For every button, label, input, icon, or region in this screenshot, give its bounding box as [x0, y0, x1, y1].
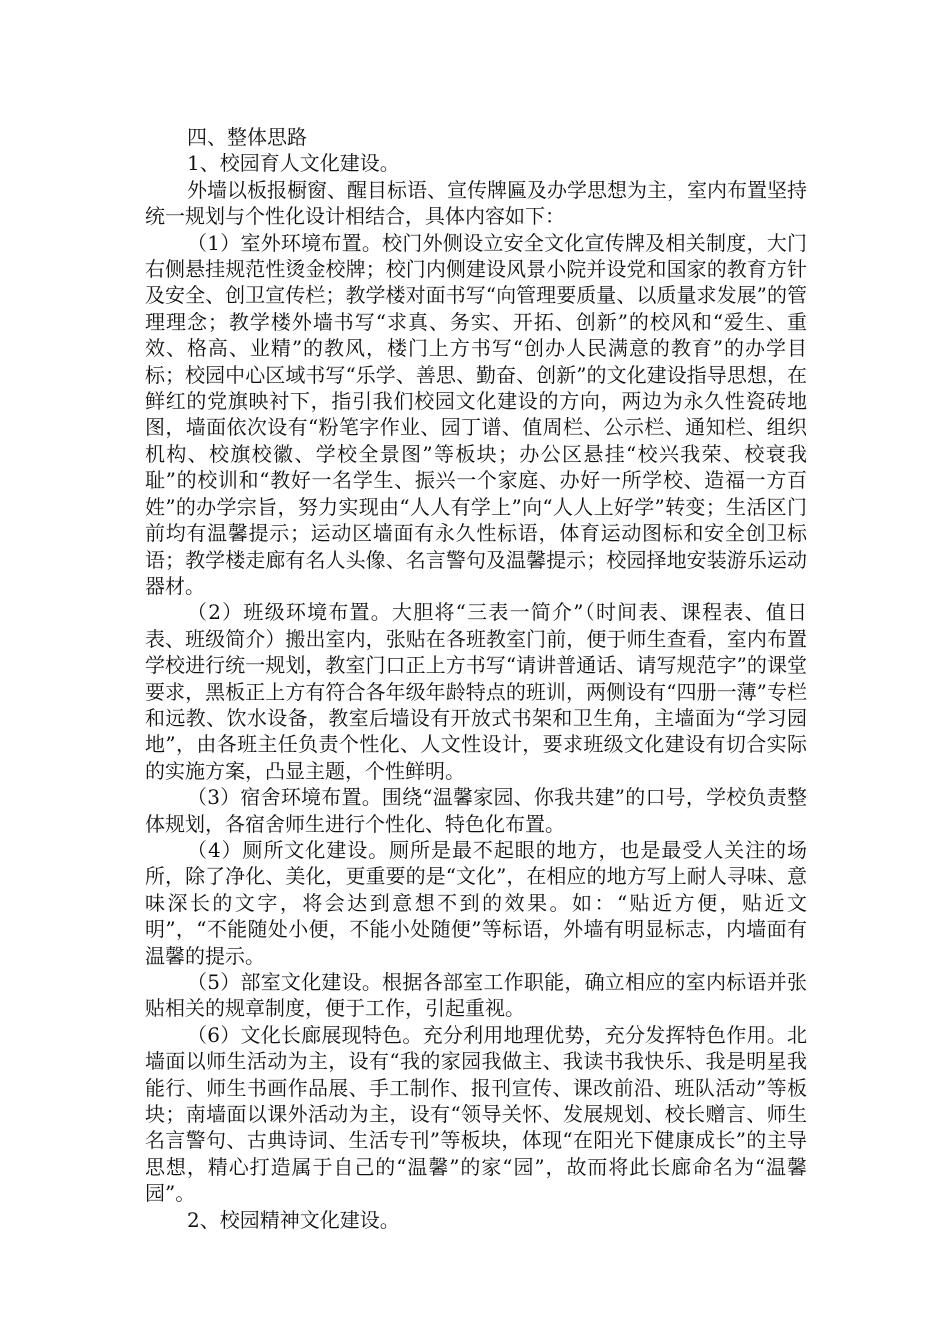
- paragraph-dormitory-environment: （3）宿舍环境布置。围绕“温馨家园、你我共建”的口号，学校负责整体规划，各宿舍师生进行个性化、特色化布置。: [145, 785, 807, 836]
- document-page: [145, 124, 807, 1233]
- section-heading: 四、整体思路: [187, 125, 307, 149]
- paragraph-class-environment: （2）班级环境布置。大胆将“三表一简介”（时间表、课程表、值日表、班级简介）搬出室内，张贴在各班教室门前，便于师生查看，室内布置学校进行统一规划，教室门口正上方书写“请讲普通话、请写规范字”的课堂要求，黑板正上方有符合各年级年龄特点的班训，两侧设有“四册一薄”专栏和远教、饮水设备，教室后墙设有开放式书架和卫生角，主墙面为“学习园地”，由各班主任负责个性化、人文性设计，要求班级文化建设有切合实际的实施方案，凸显主题，个性鲜明。: [145, 600, 807, 783]
- paragraph-culture-corridor: （6）文化长廊展现特色。充分利用地理优势，充分发挥特色作用。北墙面以师生活动为主，设有“我的家园我做主、我读书我快乐、我是明星我能行、师生书画作品展、手工制作、报刊宣传、课改前沿、班队活动”等板块；南墙面以课外活动为主，设有“领导关怀、发展规划、校长赠言、师生名言警句、古典诗词、生活专刊”等板块，体现“在阳光下健康成长”的主导思想，精心打造属于自己的“温馨”的家“园”，故而将此长廊命名为“温馨园”。: [145, 1022, 807, 1206]
- intro-paragraph: 外墙以板报橱窗、醒目标语、宣传牌匾及办学思想为主，室内布置坚持统一规划与个性化设计相结合，具体内容如下：: [145, 177, 807, 229]
- subheading-spiritual-culture: 2、校园精神文化建设。: [187, 1207, 400, 1232]
- paragraph-restroom-culture: （4）厕所文化建设。厕所是最不起眼的地方，也是最受人关注的场所，除了净化、美化，更重要的是“文化”，在相应的地方写上耐人寻味、意味深长的文字，将会达到意想不到的效果。如：“贴近方便，贴近文明”，“不能随处小便，不能小处随便”等标语，外墙有明显标志，内墙面有温馨的提示。: [145, 837, 807, 968]
- paragraph-office-culture: （5）部室文化建设。根据各部室工作职能，确立相应的室内标语并张贴相关的规章制度，便于工作，引起重视。: [145, 970, 807, 1021]
- subheading-campus-culture: 1、校园育人文化建设。: [187, 151, 400, 176]
- paragraph-outdoor-environment: （1）室外环境布置。校门外侧设立安全文化宣传牌及相关制度，大门右侧悬挂规范性烫金校牌；校门内侧建设风景小院并设党和国家的教育方针及安全、创卫宣传栏；教学楼对面书写“向管理要质量、以质量求发展”的管理理念；教学楼外墙书写“求真、务实、开拓、创新”的校风和“爱生、重效、格高、业精”的教风，楼门上方书写“创办人民满意的教育”的办学目标；校园中心区域书写“乐学、善思、勤奋、创新”的文化建设指导思想，在鲜红的党旗映衬下，指引我们校园文化建设的方向，两边为永久性瓷砖地图，墙面依次设有“粉笔字作业、园丁谱、值周栏、公示栏、通知栏、组织机构、校旗校徽、学校全景图”等板块；办公区悬挂“校兴我荣、校衰我耻”的校训和“教好一名学生、振兴一个家庭、办好一所学校、造福一方百姓”的办学宗旨，努力实现由“人人有学上”向“人人上好学”转变；生活区门前均有温馨提示；运动区墙面有永久性标语，体育运动图标和安全创卫标语；教学楼走廊有名人头像、名言警句及温馨提示；校园择地安装游乐运动器材。: [145, 230, 807, 598]
